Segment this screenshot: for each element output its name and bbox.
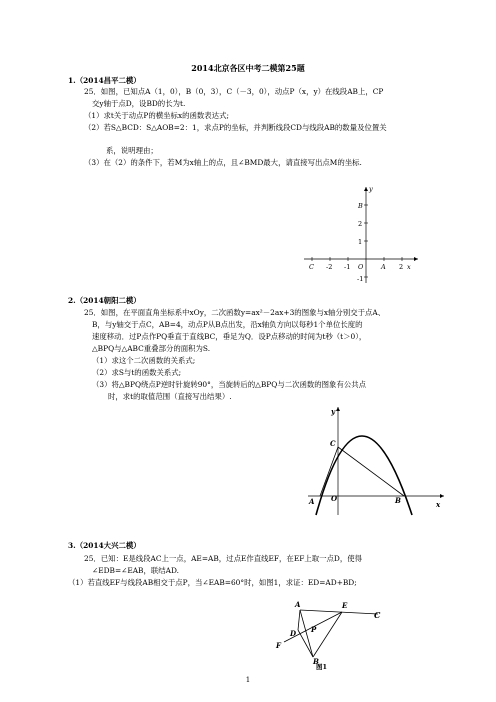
section1-line: （1）求t关于动点P的横坐标x的函数表达式; — [84, 111, 229, 120]
tick-label: C — [309, 263, 314, 271]
point-label-p: P — [311, 625, 317, 634]
point-label-e: E — [342, 601, 348, 610]
tick-label: 2 — [358, 220, 363, 228]
section1-line: （3）在（2）的条件下，若M为x轴上的点，且∠BMD最大，请直接写出点M的坐标. — [84, 158, 362, 167]
figure-caption: 图1 — [316, 663, 328, 670]
section1-line: 交y轴于点D，设BD的长为t. — [92, 99, 186, 108]
section2-line: 速度移动．过P点作PQ垂直于直线BC，垂足为Q．设P点移动的时间为t秒（t＞0）， — [92, 332, 367, 341]
point-label-a: A — [309, 497, 315, 506]
section2-line: （2）求S与t的函数关系式; — [92, 368, 182, 377]
section2-line: △BPQ与△ABC重叠部分的面积为S. — [92, 344, 211, 353]
parabola-figure — [300, 403, 450, 521]
point-label-f: F — [276, 641, 281, 650]
page-number: 1 — [245, 676, 251, 684]
tick-label: -2 — [326, 263, 333, 271]
point-label-b: B — [313, 657, 319, 666]
geometry-figure-1 — [270, 598, 390, 670]
point-label-a: A — [295, 600, 301, 609]
point-label-d: D — [290, 629, 297, 638]
section3-line: （1）若直线EF与线段AB相交于点P，当∠EAB=60°时，如图1，求证：ED=AD+BD; — [68, 578, 357, 587]
origin-label: O — [331, 494, 338, 503]
section1-heading: 1.（2014昌平二模） — [68, 76, 141, 85]
section1-line: （2）若S△BCD：S△AOB=2：1，求点P的坐标，并判断线段CD与线段AB的数量及位置关 — [84, 123, 387, 132]
tick-label: A — [381, 263, 386, 271]
point-label-c: C — [374, 610, 381, 620]
y-axis-label: y — [331, 407, 336, 416]
x-axis-label: x — [436, 500, 441, 509]
y-axis-label: y — [369, 185, 373, 193]
section2-line: 时，求t的取值范围（直接写出结果）. — [108, 392, 232, 401]
section1-line: 25．如图，已知点A（1，0），B（0，3），C（－3，0），动点P（x，y）在线段AB上，CP — [84, 87, 384, 96]
document-title: 2014北京各区中考二模第25题 — [191, 63, 305, 73]
tick-label: 2 — [399, 263, 404, 271]
tick-label: -1 — [344, 263, 351, 271]
x-axis-label: x — [407, 263, 411, 271]
section2-line: （1）求这个二次函数的关系式; — [92, 356, 196, 365]
section2-line: B，与y轴交于点C，AB=4，动点P从B点出发，沿x轴负方向以每秒1个单位长度的 — [92, 320, 363, 329]
section3-heading: 3.（2014大兴二模） — [68, 541, 141, 550]
section3-line: 25．已知：E是线段AC上一点，AE=AB，过点E作直线EF，在EF上取一点D，使得 — [84, 554, 363, 563]
point-label-c: C — [330, 439, 336, 448]
section1-line: 系，说明理由； — [106, 146, 158, 155]
tick-label: B — [358, 202, 363, 210]
tick-label: 1 — [358, 238, 363, 246]
section2-line: 25．如图，在平面直角坐标系中xOy，二次函数y=ax²－2ax+3的图象与x轴分别交于点A、 — [84, 308, 386, 317]
tick-label: -1 — [357, 275, 364, 283]
section2-line: （3）将△BPQ绕点P逆时针旋转90°，当旋转后的△BPQ与二次函数的图象有公共点 — [92, 380, 367, 389]
section2-heading: 2.（2014朝阳二模） — [68, 296, 141, 305]
point-label-b: B — [395, 496, 401, 505]
tick-label: O — [358, 263, 364, 271]
coordinate-axes-figure — [300, 183, 420, 288]
section3-line: ∠EDB=∠EAB，联结AD. — [92, 566, 180, 575]
